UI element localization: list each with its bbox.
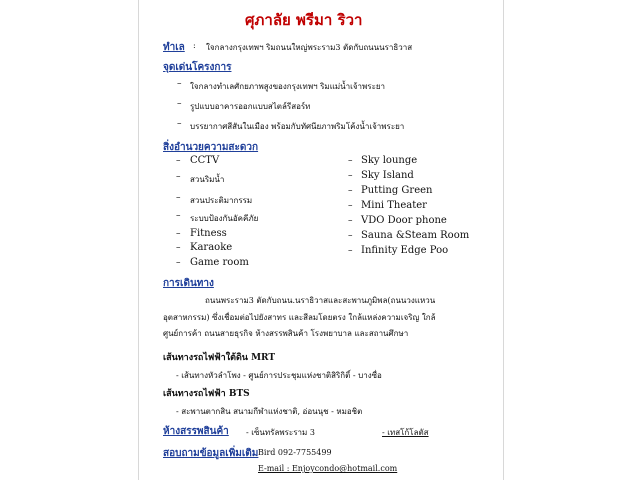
mall-item: - เซ็นทรัลพระราม 3 (246, 428, 315, 437)
malls-label: ห้างสรรพสินค้า (163, 426, 229, 437)
bullet-dash: – (348, 246, 353, 256)
bts-route: - สะพานตากสิน สนามกีฬาแห่งชาติ, อ่อนนุช - หมอชิต (176, 407, 363, 416)
highlights-label: จุดเด่นโครงการ (163, 62, 232, 73)
facility-right-item: Infinity Edge Poo (361, 245, 449, 256)
mrt-route: - เส้นทางหัวลำโพง - ศูนย์การประชุมแห่งชาติสิริกิติ์ - บางซื่อ (176, 371, 382, 380)
bullet-dash: – (176, 229, 181, 239)
bullet-dash: – (176, 211, 181, 221)
highlight-item: ใจกลางทำเลศักยภาพสูงของกรุงเทพฯ ริมแม่น้ำเจ้าพระยา (190, 82, 386, 91)
page-title: ศุภาลัย พรีมา ริวา (245, 11, 363, 29)
location-text: ใจกลางกรุงเทพฯ ริมถนนใหญ่พระราม3 ตัดกับถนนนราธิวาส (206, 43, 413, 52)
bullet-dash: – (177, 119, 182, 129)
facilities-label: สิ่งอำนวยความสะดวก (163, 142, 259, 153)
location-label: ทำเล (163, 42, 185, 53)
contact-label: สอบถามข้อมูลเพิ่มเติม (163, 448, 259, 459)
bullet-dash: – (348, 186, 353, 196)
location-colon: : (193, 41, 196, 50)
bts-label: เส้นทางรถไฟฟ้า BTS (163, 389, 250, 399)
bullet-dash: – (177, 99, 182, 109)
bullet-dash: – (176, 172, 181, 182)
bullet-dash: – (348, 156, 353, 166)
bullet-dash: – (176, 258, 181, 268)
facility-left-item: CCTV (190, 155, 220, 166)
facility-right-item: VDO Door phone (361, 215, 447, 226)
facility-right-item: Sauna &Steam Room (361, 230, 470, 241)
contact-phone: Bird 092-7755499 (258, 448, 332, 457)
facility-left-item: สวนริมน้ำ (190, 175, 225, 184)
facility-left-item: Karaoke (190, 242, 233, 253)
mall-item: - เทสโก้โลตัส (382, 428, 429, 437)
bullet-dash: – (348, 171, 353, 181)
highlight-item: รูปแบบอาคารออกแบบสไตล์รีสอร์ท (190, 102, 311, 111)
highlight-item: บรรยากาศสีสันในเมือง พร้อมกับทัศนียภาพริมโค้งน้ำเจ้าพระยา (190, 122, 405, 131)
bullet-dash: – (348, 216, 353, 226)
facility-left-item: สวนประติมากรรม (190, 196, 253, 205)
facility-left-item: Game room (190, 257, 249, 268)
travel-line: ถนนพระราม3 ตัดกับถนน.นราธิวาสและสะพานภูมิพล(ถนนวงแหวน (205, 296, 436, 305)
travel-label: การเดินทาง (163, 278, 214, 289)
facility-right-item: Putting Green (361, 185, 433, 196)
bullet-dash: – (348, 231, 353, 241)
facility-right-item: Mini Theater (361, 200, 427, 211)
travel-line: ศูนย์การค้า ถนนสายธุรกิจ ห้างสรรพสินค้า โรงพยาบาล และสถานศึกษา (163, 329, 409, 338)
bullet-dash: – (177, 79, 182, 89)
facility-right-item: Sky lounge (361, 155, 418, 166)
bullet-dash: – (348, 201, 353, 211)
travel-line: อุตสาหกรรม) ซึ่งเชื่อมต่อไปยังสาทร และสีลมโดยตรง ใกล้แหล่งความเจริญ ใกล้ (163, 313, 436, 322)
facility-left-item: ระบบป้องกันอัคคีภัย (190, 214, 259, 223)
bullet-dash: – (176, 243, 181, 253)
bullet-dash: – (176, 193, 181, 203)
mrt-label: เส้นทางรถไฟฟ้าใต้ดิน MRT (163, 353, 276, 363)
facility-right-item: Sky Island (361, 170, 414, 181)
contact-email[interactable]: E-mail : Enjoycondo@hotmail.com (258, 464, 398, 473)
bullet-dash: – (176, 156, 181, 166)
facility-left-item: Fitness (190, 228, 227, 239)
